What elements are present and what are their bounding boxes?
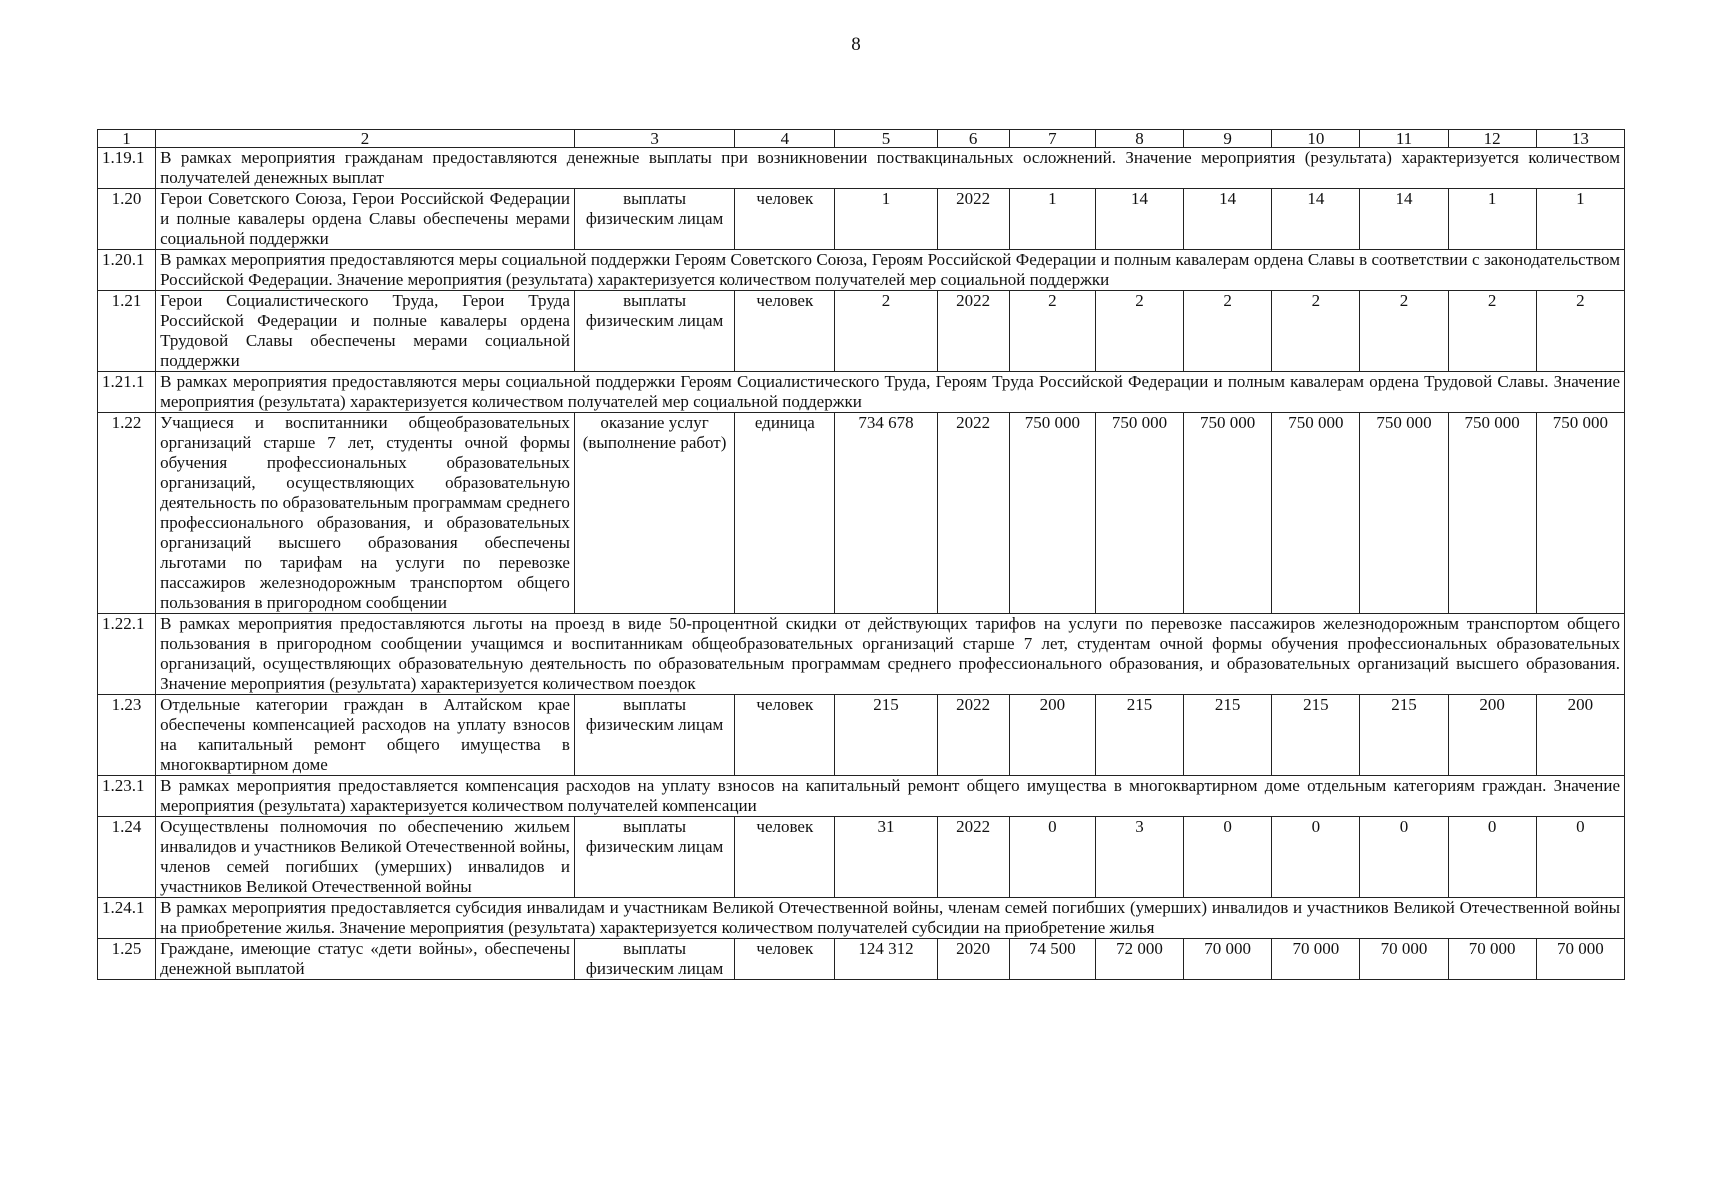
target-value: 0 bbox=[1272, 817, 1360, 898]
item-unit: человек bbox=[735, 817, 835, 898]
item-row bbox=[98, 817, 1625, 898]
target-value: 215 bbox=[1184, 695, 1272, 776]
column-number: 11 bbox=[1360, 130, 1448, 148]
item-description: Герои Советского Союза, Герои Российской Федерации и полные кавалеры ордена Славы обеспечены мерами социальной поддержки bbox=[156, 189, 575, 250]
target-value: 750 000 bbox=[1184, 413, 1272, 614]
target-value: 74 500 bbox=[1009, 939, 1095, 980]
target-value: 2 bbox=[1360, 291, 1448, 372]
note-text: В рамках мероприятия предоставляются льготы на проезд в виде 50-процентной скидки от действующих тарифов на услуги по перевозке пассажиров железнодорожным транспортом общего пользования в пригородном сообщении учащимся и воспитанникам общеобразовательных организаций старше 7 лет, студентам очной формы обучения профессиональных образовательных организаций, осуществляющих образовательную деятельность по образовательным программам среднего профессионального образования, и образовательных организаций высшего образования. Значение мероприятия (результата) характеризуется количеством поездок bbox=[156, 614, 1625, 695]
target-value: 200 bbox=[1009, 695, 1095, 776]
column-number: 3 bbox=[574, 130, 734, 148]
target-value: 70 000 bbox=[1448, 939, 1536, 980]
item-description: Граждане, имеющие статус «дети войны», обеспечены денежной выплатой bbox=[156, 939, 575, 980]
item-type: оказание услуг (выполнение работ) bbox=[574, 413, 734, 614]
target-value: 750 000 bbox=[1448, 413, 1536, 614]
item-unit: человек bbox=[735, 695, 835, 776]
target-value: 0 bbox=[1009, 817, 1095, 898]
target-value: 14 bbox=[1184, 189, 1272, 250]
header-row bbox=[98, 130, 1625, 148]
measures-table bbox=[97, 129, 1625, 980]
item-unit: единица bbox=[735, 413, 835, 614]
item-number: 1.23 bbox=[98, 695, 156, 776]
column-number: 4 bbox=[735, 130, 835, 148]
item-unit: человек bbox=[735, 189, 835, 250]
item-number: 1.25 bbox=[98, 939, 156, 980]
note-number: 1.24.1 bbox=[98, 898, 156, 939]
item-description: Осуществлены полномочия по обеспечению жильем инвалидов и участников Великой Отечественной войны, членов семей погибших (умерших) инвалидов и участников Великой Отечественной войны bbox=[156, 817, 575, 898]
target-value: 70 000 bbox=[1536, 939, 1624, 980]
column-number: 5 bbox=[835, 130, 937, 148]
target-value: 750 000 bbox=[1360, 413, 1448, 614]
item-row bbox=[98, 189, 1625, 250]
note-number: 1.20.1 bbox=[98, 250, 156, 291]
item-unit: человек bbox=[735, 291, 835, 372]
target-value: 0 bbox=[1360, 817, 1448, 898]
item-row bbox=[98, 695, 1625, 776]
item-row bbox=[98, 939, 1625, 980]
target-value: 14 bbox=[1360, 189, 1448, 250]
base-value: 124 312 bbox=[835, 939, 937, 980]
base-value: 2 bbox=[835, 291, 937, 372]
item-type: выплаты физическим лицам bbox=[574, 291, 734, 372]
base-value: 31 bbox=[835, 817, 937, 898]
target-value: 0 bbox=[1448, 817, 1536, 898]
item-number: 1.22 bbox=[98, 413, 156, 614]
target-value: 2 bbox=[1095, 291, 1183, 372]
note-row bbox=[98, 776, 1625, 817]
target-value: 200 bbox=[1536, 695, 1624, 776]
target-value: 750 000 bbox=[1536, 413, 1624, 614]
item-row bbox=[98, 291, 1625, 372]
note-number: 1.21.1 bbox=[98, 372, 156, 413]
target-value: 3 bbox=[1095, 817, 1183, 898]
note-number: 1.22.1 bbox=[98, 614, 156, 695]
target-value: 2 bbox=[1184, 291, 1272, 372]
item-description: Отдельные категории граждан в Алтайском крае обеспечены компенсацией расходов на уплату взносов на капитальный ремонт общего имущества в многоквартирном доме bbox=[156, 695, 575, 776]
column-number: 9 bbox=[1184, 130, 1272, 148]
item-type: выплаты физическим лицам bbox=[574, 939, 734, 980]
item-description: Герои Социалистического Труда, Герои Труда Российской Федерации и полные кавалеры ордена Трудовой Славы обеспечены мерами социальной поддержки bbox=[156, 291, 575, 372]
column-number: 7 bbox=[1009, 130, 1095, 148]
item-number: 1.24 bbox=[98, 817, 156, 898]
target-value: 72 000 bbox=[1095, 939, 1183, 980]
column-number: 2 bbox=[156, 130, 575, 148]
target-value: 70 000 bbox=[1360, 939, 1448, 980]
target-value: 215 bbox=[1360, 695, 1448, 776]
target-value: 750 000 bbox=[1009, 413, 1095, 614]
base-year: 2022 bbox=[937, 413, 1009, 614]
note-text: В рамках мероприятия предоставляется субсидия инвалидам и участникам Великой Отечественной войны, членам семей погибших (умерших) инвалидов и участников Великой Отечественной войны на приобретение жилья. Значение мероприятия (результата) характеризуется количеством получателей субсидии на приобретение жилья bbox=[156, 898, 1625, 939]
base-year: 2022 bbox=[937, 695, 1009, 776]
base-year: 2020 bbox=[937, 939, 1009, 980]
target-value: 70 000 bbox=[1184, 939, 1272, 980]
target-value: 2 bbox=[1272, 291, 1360, 372]
item-type: выплаты физическим лицам bbox=[574, 695, 734, 776]
base-value: 215 bbox=[835, 695, 937, 776]
target-value: 2 bbox=[1009, 291, 1095, 372]
item-number: 1.21 bbox=[98, 291, 156, 372]
item-row bbox=[98, 413, 1625, 614]
column-number: 6 bbox=[937, 130, 1009, 148]
note-row bbox=[98, 614, 1625, 695]
target-value: 2 bbox=[1448, 291, 1536, 372]
column-number: 8 bbox=[1095, 130, 1183, 148]
page-number: 8 bbox=[851, 34, 861, 55]
base-year: 2022 bbox=[937, 189, 1009, 250]
note-text: В рамках мероприятия предоставляются меры социальной поддержки Героям Советского Союза, Героям Российской Федерации и полным кавалерам ордена Славы в соответствии с законодательством Российской Федерации. Значение мероприятия (результата) характеризуется количеством получателей мер социальной поддержки bbox=[156, 250, 1625, 291]
note-text: В рамках мероприятия предоставляется компенсация расходов на уплату взносов на капитальный ремонт общего имущества в многоквартирном доме отдельным категориям граждан. Значение мероприятия (результата) характеризуется количеством получателей компенсации bbox=[156, 776, 1625, 817]
note-number: 1.19.1 bbox=[98, 148, 156, 189]
target-value: 2 bbox=[1536, 291, 1624, 372]
note-row bbox=[98, 372, 1625, 413]
base-value: 734 678 bbox=[835, 413, 937, 614]
target-value: 0 bbox=[1184, 817, 1272, 898]
item-type: выплаты физическим лицам bbox=[574, 189, 734, 250]
target-value: 215 bbox=[1272, 695, 1360, 776]
target-value: 14 bbox=[1272, 189, 1360, 250]
target-value: 14 bbox=[1095, 189, 1183, 250]
target-value: 200 bbox=[1448, 695, 1536, 776]
target-value: 1 bbox=[1448, 189, 1536, 250]
item-description: Учащиеся и воспитанники общеобразовательных организаций старше 7 лет, студенты очной формы обучения профессиональных образовательных организаций, осуществляющих образовательную деятельность по образовательным программам среднего профессионального образования, и образовательных организаций высшего образования обеспечены льготами по тарифам на услуги по перевозке пассажиров железнодорожным транспортом общего пользования в пригородном сообщении bbox=[156, 413, 575, 614]
column-number: 1 bbox=[98, 130, 156, 148]
column-number: 12 bbox=[1448, 130, 1536, 148]
target-value: 215 bbox=[1095, 695, 1183, 776]
note-number: 1.23.1 bbox=[98, 776, 156, 817]
note-row bbox=[98, 148, 1625, 189]
item-type: выплаты физическим лицам bbox=[574, 817, 734, 898]
column-number: 13 bbox=[1536, 130, 1624, 148]
target-value: 70 000 bbox=[1272, 939, 1360, 980]
target-value: 0 bbox=[1536, 817, 1624, 898]
base-year: 2022 bbox=[937, 291, 1009, 372]
base-value: 1 bbox=[835, 189, 937, 250]
note-text: В рамках мероприятия гражданам предоставляются денежные выплаты при возникновении поствакцинальных осложнений. Значение мероприятия (результата) характеризуется количеством получателей денежных выплат bbox=[156, 148, 1625, 189]
target-value: 750 000 bbox=[1272, 413, 1360, 614]
note-row bbox=[98, 250, 1625, 291]
target-value: 1 bbox=[1009, 189, 1095, 250]
target-value: 1 bbox=[1536, 189, 1624, 250]
item-unit: человек bbox=[735, 939, 835, 980]
note-row bbox=[98, 898, 1625, 939]
base-year: 2022 bbox=[937, 817, 1009, 898]
column-number: 10 bbox=[1272, 130, 1360, 148]
target-value: 750 000 bbox=[1095, 413, 1183, 614]
item-number: 1.20 bbox=[98, 189, 156, 250]
note-text: В рамках мероприятия предоставляются меры социальной поддержки Героям Социалистического Труда, Героям Труда Российской Федерации и полным кавалерам ордена Трудовой Славы. Значение мероприятия (результата) характеризуется количеством получателей мер социальной поддержки bbox=[156, 372, 1625, 413]
